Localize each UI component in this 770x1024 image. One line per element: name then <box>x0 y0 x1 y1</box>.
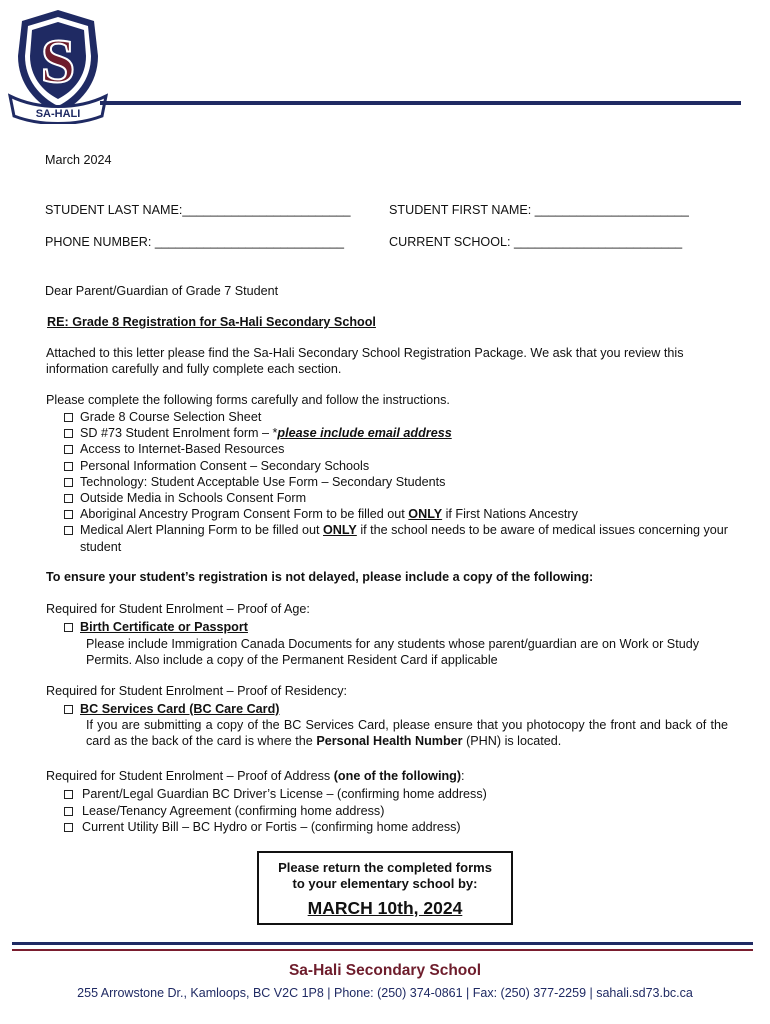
list-item: Personal Information Consent – Secondary Schools <box>64 458 728 474</box>
footer-school-name: Sa-Hali Secondary School <box>288 962 482 979</box>
checkbox[interactable] <box>64 510 73 519</box>
checkbox[interactable] <box>64 705 73 714</box>
copy-heading: To ensure your student’s registration is not delayed, please include a copy of the following: <box>46 570 594 584</box>
proof-of-residency-label: Required for Student Enrolment – Proof of Residency: <box>46 684 348 698</box>
list-item: Grade 8 Course Selection Sheet <box>64 409 728 425</box>
phone-number-field[interactable]: PHONE NUMBER: ___________________________ <box>45 235 344 249</box>
list-item: Access to Internet-Based Resources <box>64 441 728 457</box>
checkbox[interactable] <box>64 823 73 832</box>
current-school-field[interactable]: CURRENT SCHOOL: ________________________ <box>389 235 683 249</box>
list-item: Technology: Student Acceptable Use Form – Secondary Students <box>64 474 728 490</box>
header-rule <box>100 101 741 105</box>
proof-of-residency-note: If you are submitting a copy of the BC Services Card, please ensure that you photocopy the front and back of the card as the back of the card is where the Personal Health Number (PHN) is located. <box>86 718 728 749</box>
list-item: Outside Media in Schools Consent Form <box>64 490 728 506</box>
checkbox[interactable] <box>64 526 73 535</box>
deadline-line-2: to your elementary school by: <box>292 876 478 891</box>
checkbox[interactable] <box>64 790 73 799</box>
re-line: RE: Grade 8 Registration for Sa-Hali Secondary School <box>47 315 376 329</box>
intro-paragraph: Attached to this letter please find the Sa-Hali Secondary School Registration Package. We ask that you review this information carefully and fully complete each section. <box>46 346 684 377</box>
forms-checklist <box>64 409 728 555</box>
list-item: Medical Alert Planning Form to be filled out ONLY if the school needs to be aware of medical issues concerning your student <box>64 522 728 554</box>
footer-rule-blue <box>12 942 753 945</box>
list-item: BC Services Card (BC Care Card) <box>64 701 279 717</box>
list-item: SD #73 Student Enrolment form – *please include email address <box>64 425 728 441</box>
logo-banner-text: SA-HALI <box>35 108 81 120</box>
checkbox[interactable] <box>64 494 73 503</box>
proof-of-address-label: Required for Student Enrolment – Proof of Address (one of the following): <box>46 769 465 783</box>
footer-rule-red <box>12 949 753 951</box>
list-item: Current Utility Bill – BC Hydro or Fortis – (confirming home address) <box>64 819 487 836</box>
school-logo <box>8 6 108 124</box>
list-item: Parent/Legal Guardian BC Driver’s License – (confirming home address) <box>64 786 487 803</box>
proof-of-age-label: Required for Student Enrolment – Proof of Age: <box>46 602 310 616</box>
list-item: Aboriginal Ancestry Program Consent Form to be filled out ONLY if First Nations Ancestry <box>64 506 728 522</box>
footer-contact: 255 Arrowstone Dr., Kamloops, BC V2C 1P8 | Phone: (250) 374-0861 | Fax: (250) 377-2259 | sahali.sd73.bc.ca <box>77 986 693 1000</box>
checkbox[interactable] <box>64 478 73 487</box>
proof-of-age-note: Please include Immigration Canada Documents for any students whose parent/guardian are on Work or Study Permits. Also include a copy of the Permanent Resident Card if applicable <box>86 637 699 668</box>
checkbox[interactable] <box>64 429 73 438</box>
letter-date: March 2024 <box>45 153 112 167</box>
list-item: Birth Certificate or Passport <box>64 619 248 635</box>
student-last-name-field[interactable]: STUDENT LAST NAME:________________________ <box>45 203 351 217</box>
deadline-date: MARCH 10th, 2024 <box>307 898 463 918</box>
email-emphasis: please include email address <box>277 426 452 441</box>
address-checklist <box>64 786 487 836</box>
checkbox[interactable] <box>64 445 73 454</box>
deadline-line-1: Please return the completed forms <box>278 860 492 875</box>
forms-intro: Please complete the following forms carefully and follow the instructions. <box>46 393 450 407</box>
checkbox[interactable] <box>64 413 73 422</box>
deadline-box <box>257 851 513 925</box>
checkbox[interactable] <box>64 623 73 632</box>
checkbox[interactable] <box>64 462 73 471</box>
salutation: Dear Parent/Guardian of Grade 7 Student <box>45 284 279 298</box>
list-item: Lease/Tenancy Agreement (confirming home address) <box>64 803 487 820</box>
checkbox[interactable] <box>64 807 73 816</box>
logo-letter: S <box>40 28 76 96</box>
student-first-name-field[interactable]: STUDENT FIRST NAME: ______________________ <box>389 203 689 217</box>
